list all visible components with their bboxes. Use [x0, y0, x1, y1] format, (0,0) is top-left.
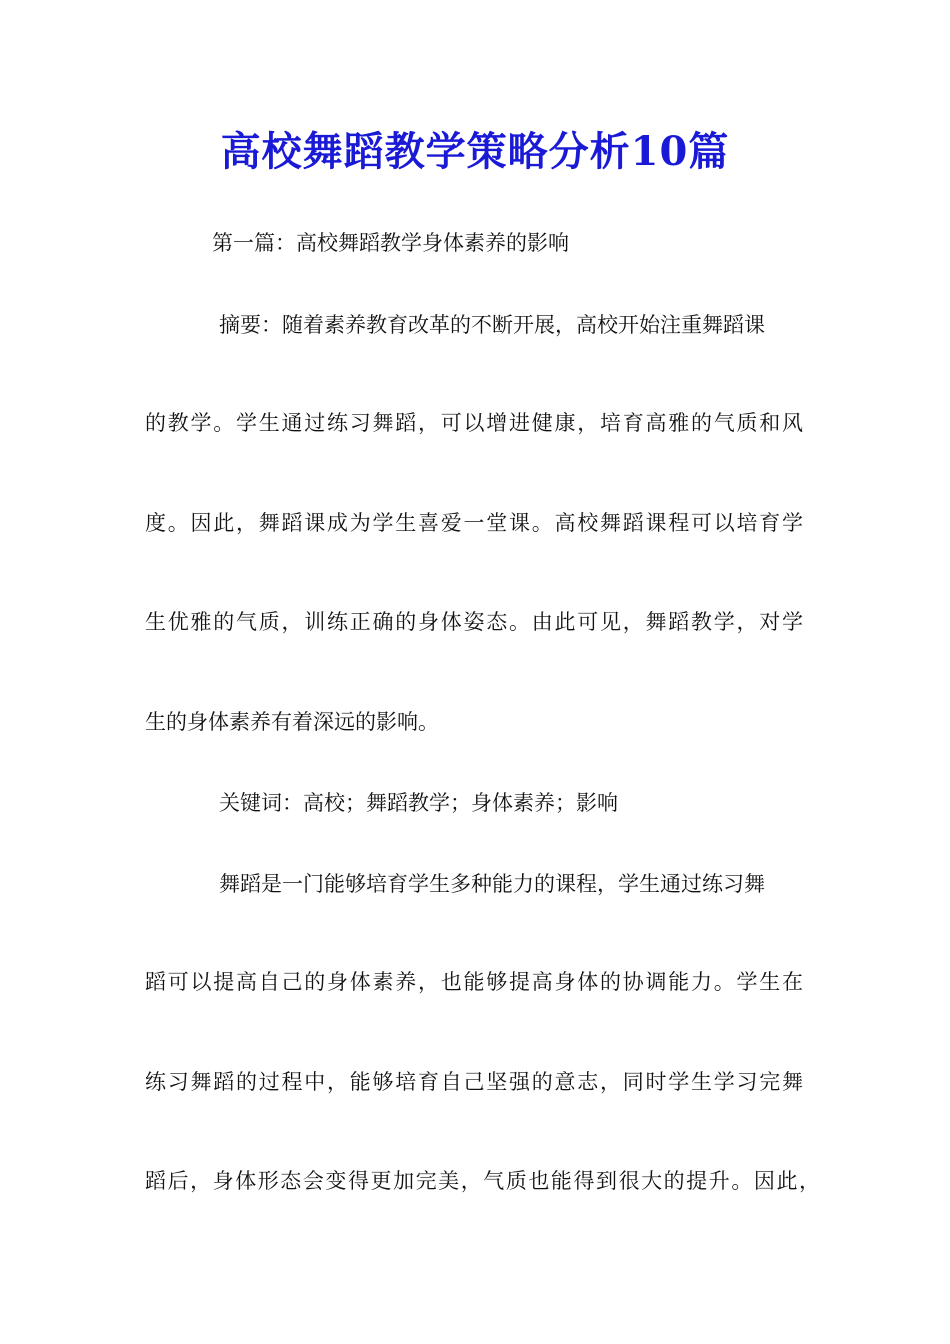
abstract-line: 的教学。学生通过练习舞蹈，可以增进健康，培育高雅的气质和风 — [145, 411, 803, 435]
section-heading: 第一篇：高校舞蹈教学身体素养的影响 — [212, 231, 569, 255]
abstract-line: 生优雅的气质，训练正确的身体姿态。由此可见，舞蹈教学，对学 — [145, 610, 803, 634]
body-line: 舞蹈是一门能够培育学生多种能力的课程，学生通过练习舞 — [219, 872, 765, 896]
body-line: 练习舞蹈的过程中，能够培育自己坚强的意志，同时学生学习完舞 — [145, 1070, 803, 1094]
body-line: 蹈可以提高自己的身体素养，也能够提高身体的协调能力。学生在 — [145, 970, 803, 994]
abstract-line: 度。因此，舞蹈课成为学生喜爱一堂课。高校舞蹈课程可以培育学 — [145, 511, 803, 535]
abstract-line: 摘要：随着素养教育改革的不断开展，高校开始注重舞蹈课 — [219, 313, 765, 337]
body-line: 蹈后，身体形态会变得更加完美，气质也能得到很大的提升。因此， — [145, 1169, 820, 1193]
document-title: 高校舞蹈教学策略分析10篇 — [220, 128, 730, 175]
abstract-line: 生的身体素养有着深远的影响。 — [145, 710, 439, 734]
keywords-line: 关键词：高校；舞蹈教学；身体素养；影响 — [219, 791, 618, 815]
